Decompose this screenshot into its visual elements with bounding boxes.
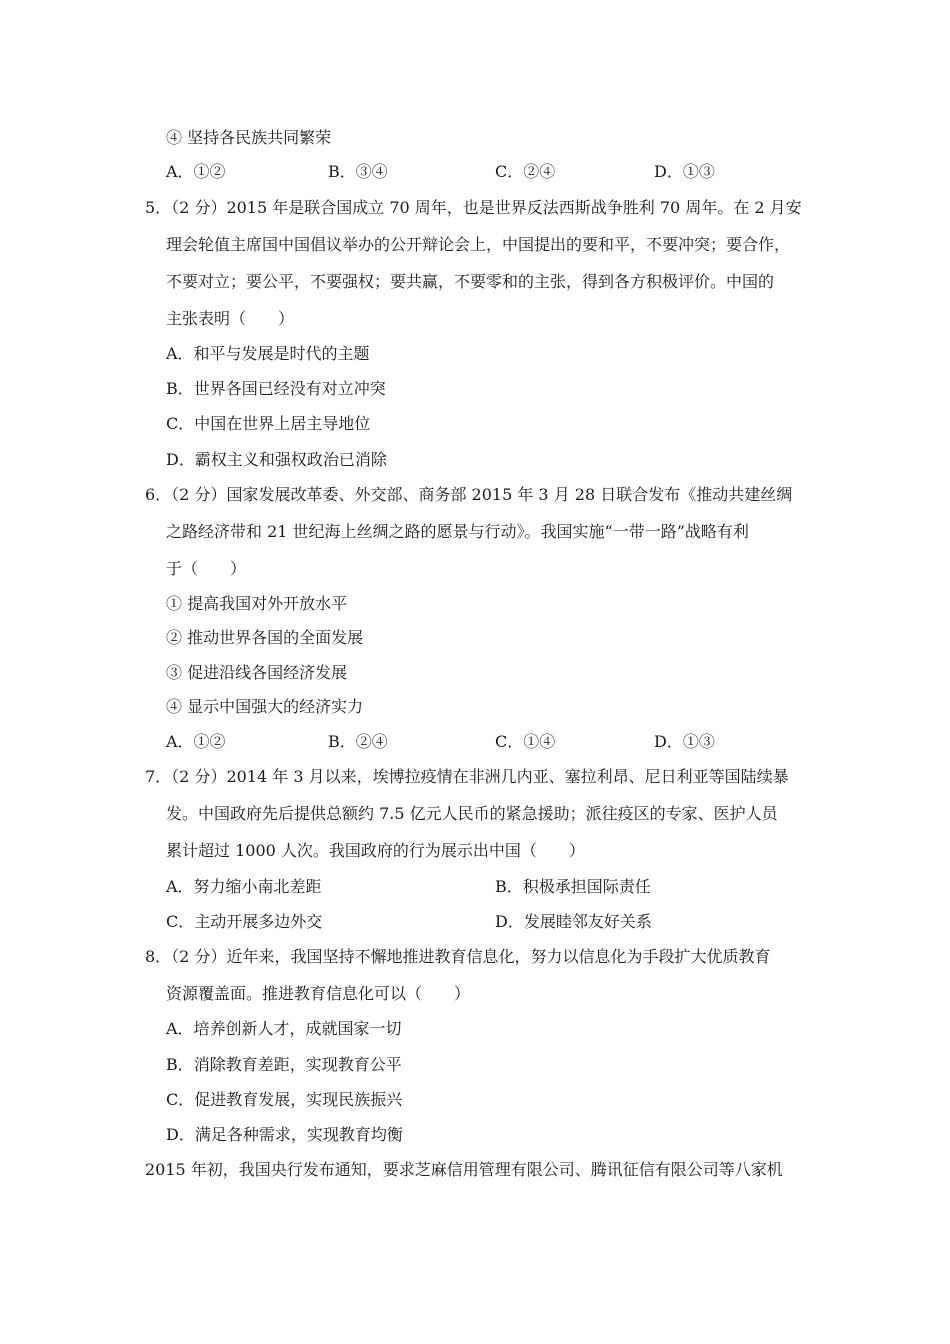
q8-option-b: B．消除教育差距，实现教育公平	[166, 1055, 402, 1074]
q5-option-d: D．霸权主义和强权政治已消除	[166, 450, 387, 469]
passage-line-1: 2015 年初，我国央行发布通知，要求芝麻信用管理有限公司、腾讯征信有限公司等八家机	[145, 1160, 783, 1179]
q5-stem-line-1: 5．（2 分）2015 年是联合国成立 70 周年，也是世界反法西斯战争胜利 70 周年。在 2 月安	[145, 198, 802, 217]
q5-option-a: A．和平与发展是时代的主题	[166, 344, 370, 363]
q8-stem-line-2: 资源覆盖面。推进教育信息化可以（ ）	[166, 984, 471, 1003]
q6-stem-line-3: 于（ ）	[166, 559, 247, 578]
q5-option-b: B．世界各国已经没有对立冲突	[166, 379, 386, 398]
q6-item-4: ④ 显示中国强大的经济实力	[166, 697, 364, 716]
q6-stem-line-1: 6．（2 分）国家发展改革委、外交部、商务部 2015 年 3 月 28 日联合发布《推动共建丝绸	[145, 485, 793, 504]
q6-option-b: B．②④	[328, 732, 388, 751]
q8-option-c: C．促进教育发展，实现民族振兴	[166, 1090, 403, 1109]
q4-option-b: B．③④	[328, 162, 388, 181]
q6-item-1: ① 提高我国对外开放水平	[166, 594, 348, 613]
q7-option-d: D．发展睦邻友好关系	[495, 912, 652, 931]
q6-stem-line-2: 之路经济带和 21 世纪海上丝绸之路的愿景与行动》。我国实施“一带一路”战略有利	[166, 522, 749, 541]
q4-item-4: ④ 坚持各民族共同繁荣	[166, 128, 332, 147]
q7-stem-line-1: 7．（2 分）2014 年 3 月以来，埃博拉疫情在非洲几内亚、塞拉利昂、尼日利亚等国陆续暴	[145, 767, 789, 786]
q6-option-d: D．①③	[654, 732, 715, 751]
q6-option-c: C．①④	[495, 732, 556, 751]
q6-item-2: ② 推动世界各国的全面发展	[166, 628, 364, 647]
q7-stem-line-2: 发。中国政府先后提供总额约 7.5 亿元人民币的紧急援助；派往疫区的专家、医护人员	[166, 804, 778, 823]
q7-option-c: C．主动开展多边外交	[166, 912, 323, 931]
q4-option-a: A．①②	[166, 162, 226, 181]
q4-option-c: C．②④	[495, 162, 556, 181]
q5-stem-line-4: 主张表明（ ）	[166, 309, 295, 328]
q6-item-3: ③ 促进沿线各国经济发展	[166, 663, 348, 682]
q5-stem-line-2: 理会轮值主席国中国倡议举办的公开辩论会上，中国提出的要和平，不要冲突；要合作，	[166, 235, 791, 254]
q7-option-a: A．努力缩小南北差距	[166, 877, 322, 896]
q7-stem-line-3: 累计超过 1000 人次。我国政府的行为展示出中国（ ）	[166, 841, 585, 860]
q5-option-c: C．中国在世界上居主导地位	[166, 414, 371, 433]
q5-stem-line-3: 不要对立；要公平，不要强权；要共赢，不要零和的主张，得到各方积极评价。中国的	[166, 272, 775, 291]
q8-option-a: A．培养创新人才，成就国家一切	[166, 1019, 402, 1038]
q8-stem-line-1: 8．（2 分）近年来，我国坚持不懈地推进教育信息化，努力以信息化为手段扩大优质教育	[145, 947, 771, 966]
q7-option-b: B．积极承担国际责任	[495, 877, 651, 896]
q6-option-a: A．①②	[166, 732, 226, 751]
q8-option-d: D．满足各种需求，实现教育均衡	[166, 1125, 403, 1144]
q4-option-d: D．①③	[654, 162, 715, 181]
